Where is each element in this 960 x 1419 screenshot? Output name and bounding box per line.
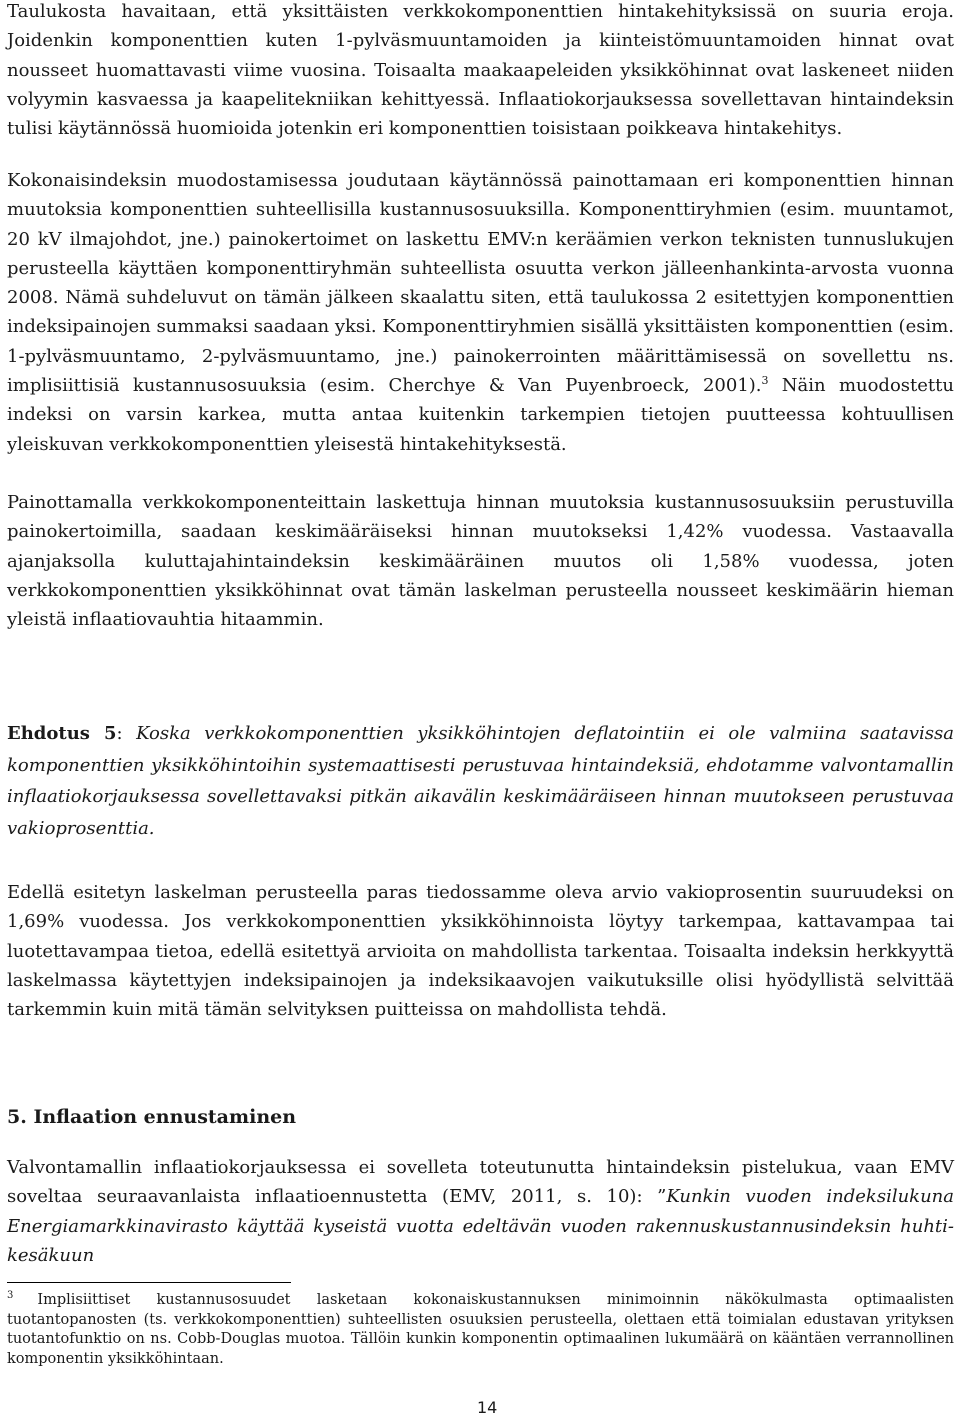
paragraph-average-change: Painottamalla verkkokomponenteittain laskettuja hinnan muutoksia kustannusosuuksiin perustuvilla painokertoimilla, saadaan keskimääräiseksi hinnan muutokseksi 1,42% vuodessa. Vastaavalla ajanjaksolla kuluttajahintaindeksin keskimääräinen muutos oli 1,58% vuodessa, joten verkkokomponenttien yksikköhinnat ovat tämän laskelman perusteella nousseet keskimäärin hieman yleistä inflaatiovauhtia hitaammin. (7, 492, 954, 631)
page-number: 14 (477, 1398, 498, 1417)
paragraph-inflation-forecast (7, 1153, 954, 1270)
paragraph-constant-percentage: Edellä esitetyn laskelman perusteella paras tiedossamme oleva arvio vakioprosentin suuruudeksi on 1,69% vuodessa. Jos verkkokomponenttien yksikköhinnoista löytyy tarkempaa, kattavampaa tai luotettavampaa tietoa, edellä esitettyä arvioita on mahdollista tarkentaa. Toisaalta indeksin herkkyyttä laskelmassa käytettyjen indeksipainojen ja indeksikaavojen vaikutuksille olisi hyödyllistä selvittää tarkemmin kuin mitä tämän selvityksen puitteissa on mahdollista tehdä. (7, 882, 954, 1021)
footnote-divider (7, 1282, 291, 1283)
footnote (7, 1291, 954, 1369)
proposal-block (7, 718, 954, 844)
footnote-text: Implisiittiset kustannusosuudet lasketaan kokonaiskustannuksen minimoinnin näkökulmasta optimaalisten tuotantopanosten (ts. verkkokomponenttien) suhteellisten osuuksien perusteella, olettaen että toimialan edustavan yrityksen tuotantofunktio on ns. Cobb-Douglas muotoa. Tällöin kunkin komponentin optimaalinen lukumäärä on kääntäen verrannollinen komponentin yksikköhintaan. (7, 1292, 954, 1367)
paragraph-index-weighting-text-cont: Näin muodostettu indeksi on varsin karkea, mutta antaa kuitenkin tarkempien tietojen puutteessa kohtuullisen yleiskuvan verkkokomponenttien yleisestä hintakehityksestä. (7, 375, 954, 455)
proposal-label: Ehdotus 5 (7, 723, 117, 744)
paragraph-index-weighting-text: Kokonaisindeksin muodostamisessa joudutaan käytännössä painottamaan eri komponenttien hinnan muutoksia komponenttien suhteellisilla kustannusosuuksilla. Komponenttiryhmien (esim. muuntamot, 20 kV ilmajohdot, jne.) painokertoimet on laskettu EMV:n keräämien verkon teknisten tunnuslukujen perusteella käyttäen komponenttiryhmän suhteellista osuutta verkon jälleenhankinta-arvosta vuonna 2008. Nämä suhdeluvut on tämän jälkeen skaalattu siten, että taulukossa 2 esitettyjen komponenttien indeksipainojen summaksi saadaan yksi. Komponenttiryhmien sisällä yksittäisten komponenttien (esim. 1-pylväsmuuntamo, 2-pylväsmuuntamo, jne.) painokerrointen määrittämisessä on sovellettu ns. implisiittisiä kustannusosuuksia (esim. Cherchye & Van Puyenbroeck, 2001). (7, 170, 954, 397)
section-heading: 5. Inflaation ennustaminen (7, 1106, 297, 1128)
footnote-number: 3 (7, 1290, 14, 1302)
paragraph-inflation-forecast-quote: Kunkin vuoden indeksilukuna Energiamarkkinavirasto käyttää kyseistä vuotta edeltävän vuoden rakennuskustannusindeksin huhti-kesäkuun (7, 1186, 954, 1266)
paragraph-price-differences: Taulukosta havaitaan, että yksittäisten verkkokomponenttien hintakehityksissä on suuria eroja. Joidenkin komponenttien kuten 1-pylväsmuuntamoiden ja kiinteistömuuntamoiden hinnat ovat nousseet huomattavasti viime vuosina. Toisaalta maakaapeleiden yksikköhinnat ovat laskeneet niiden volyymin kasvaessa ja kaapelitekniikan kehittyessä. Inflaatiokorjauksessa sovellettavan hintaindeksin tulisi käytännössä huomioida jotenkin eri komponenttien toisistaan poikkeava hintakehitys. (7, 1, 954, 140)
paragraph-inflation-forecast-text: Valvontamallin inflaatiokorjauksessa ei sovelleta toteutunutta hintaindeksin pistelukua, vaan EMV soveltaa seuraavanlaista inflaatioennustetta (EMV, 2011, s. 10): ” (7, 1157, 954, 1208)
footnote-reference: 3 (761, 374, 769, 388)
paragraph-index-weighting (7, 166, 954, 459)
proposal-colon: : (116, 723, 137, 744)
proposal-text: Koska verkkokomponenttien yksikköhintojen deflatointiin ei ole valmiina saatavissa komponenttien yksikköhintoihin systemaattisesti perustuvaa hintaindeksiä, ehdotamme valvontamallin inflaatiokorjauksessa sovellettavaksi pitkän aikavälin keskimääräiseen hinnan muutokseen perustuvaa vakioprosenttia. (7, 723, 954, 839)
